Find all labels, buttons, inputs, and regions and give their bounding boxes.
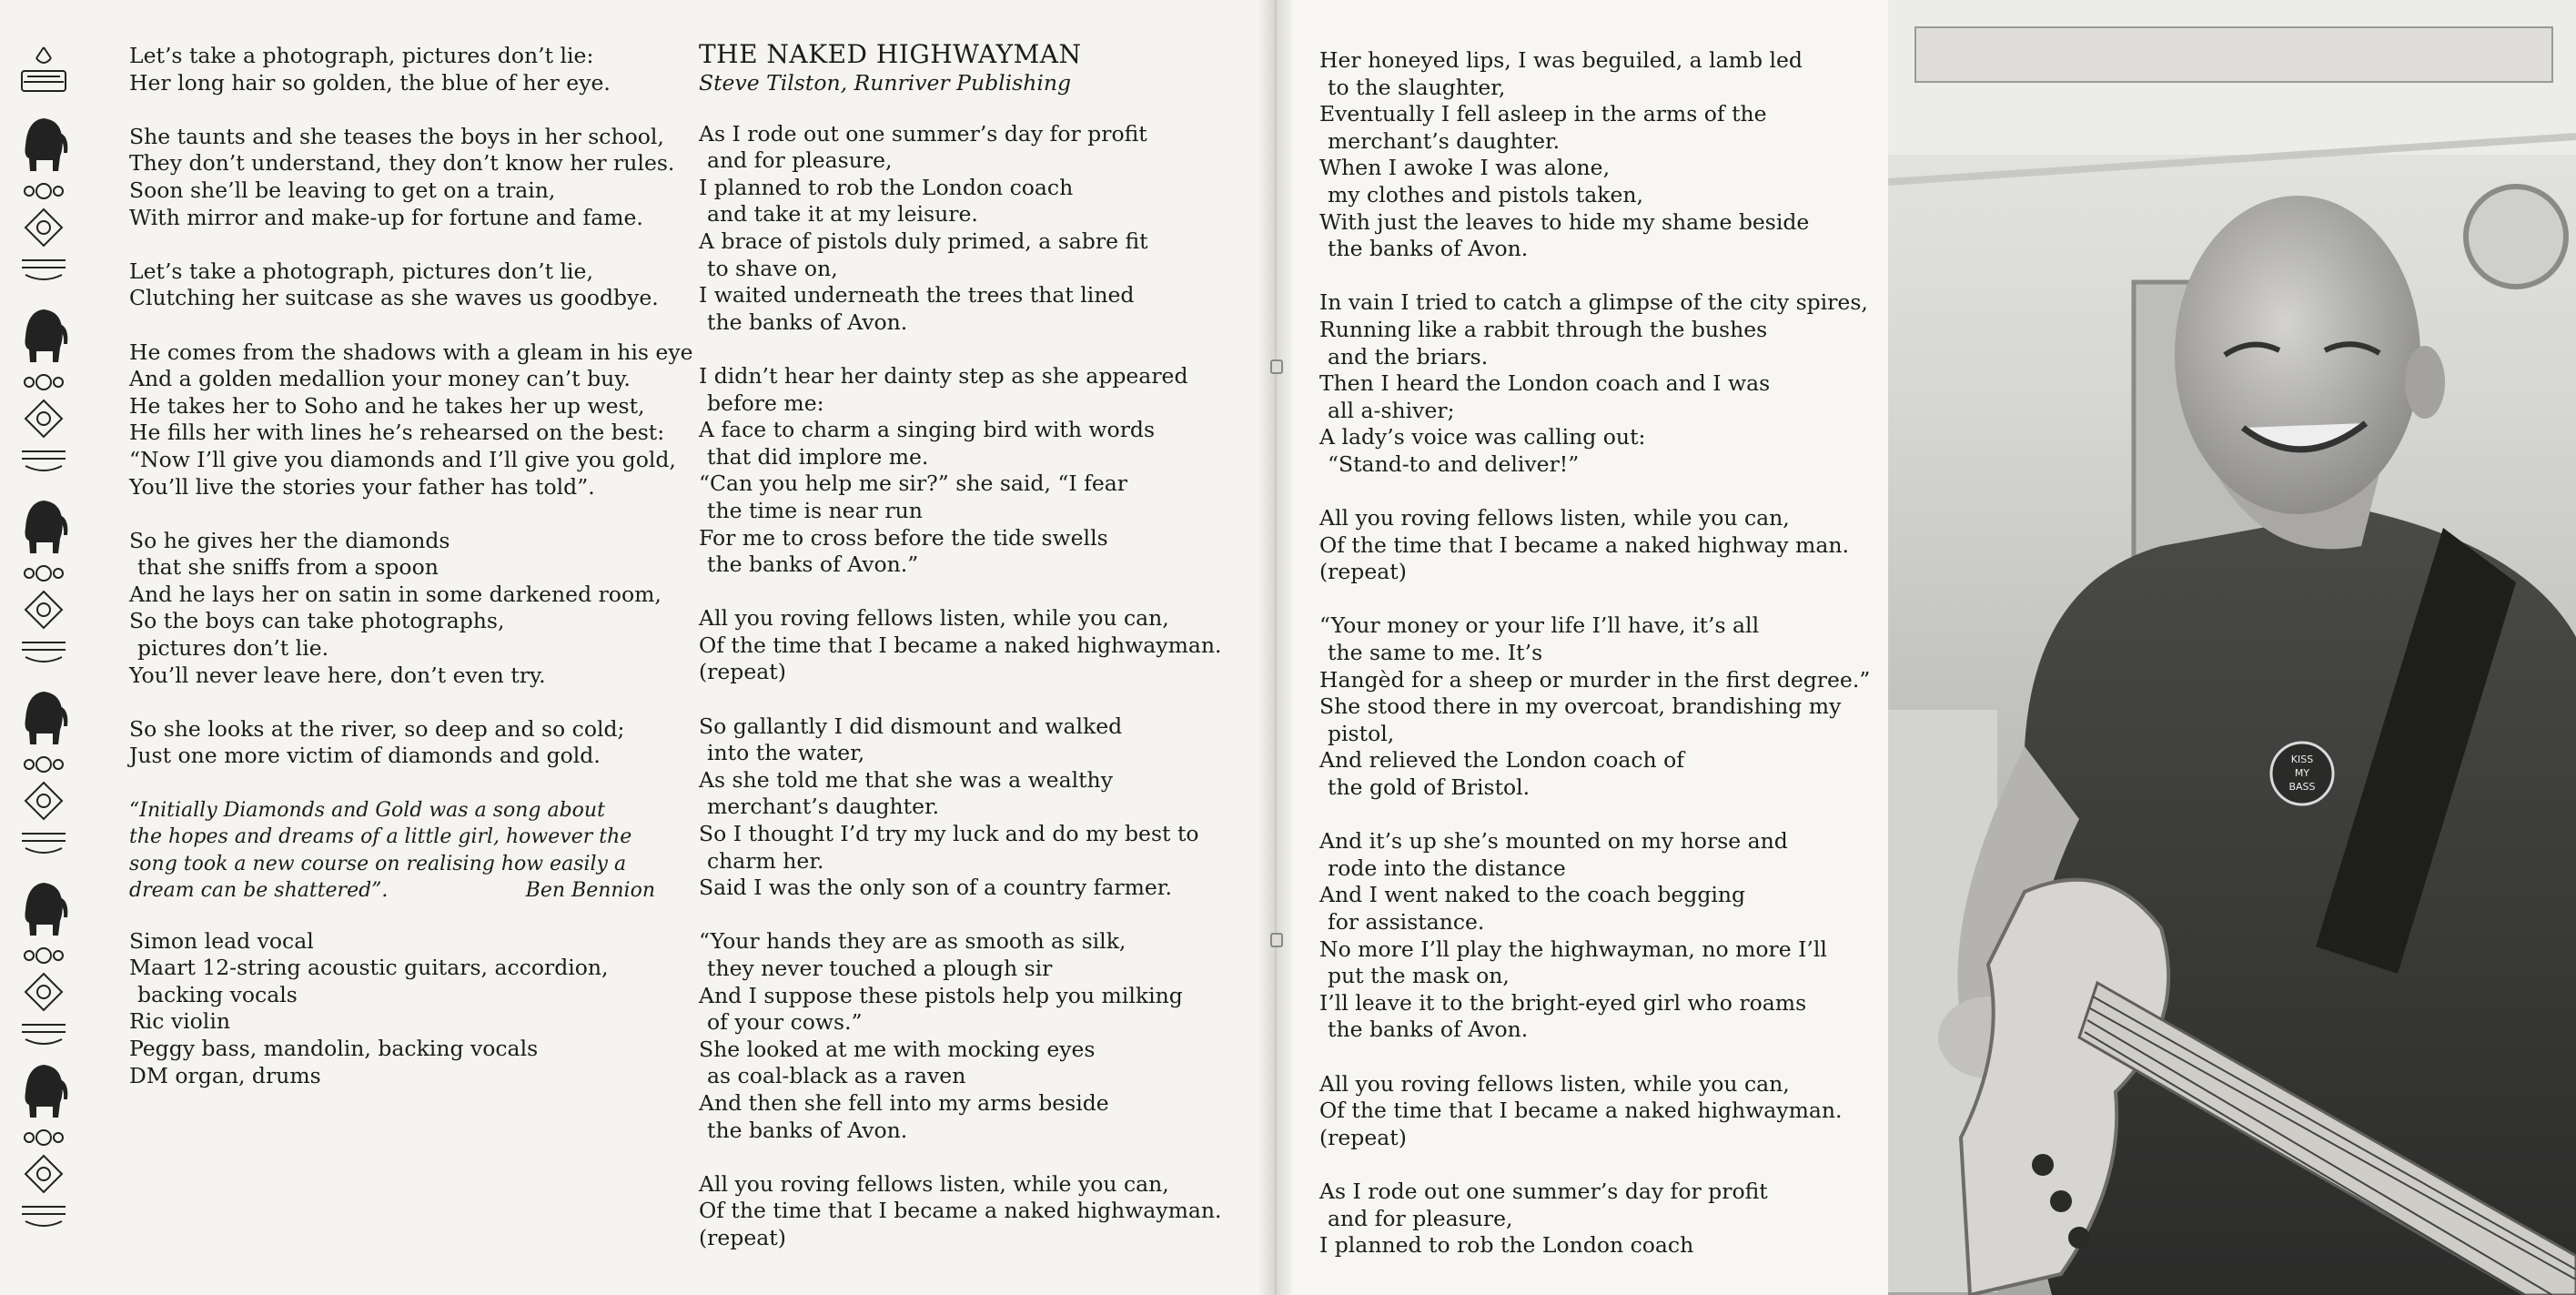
lyric-line: I’ll leave it to the bright-eyed girl who roams <box>1319 989 1807 1016</box>
lyric-line: pistol, <box>1328 720 1395 746</box>
lyric-line: She taunts and she teases the boys in her school, <box>129 123 664 149</box>
chorus <box>1319 1071 1865 1152</box>
lyric-line: Then I heard the London coach and I was <box>1319 370 1771 397</box>
lyric-line: For me to cross before the tide swells <box>699 524 1108 551</box>
lyric-line: I waited underneath the trees that lined <box>699 282 1135 309</box>
lyric-line: and for pleasure, <box>1328 1205 1513 1231</box>
stanza <box>129 339 693 501</box>
lyric-line: Hangèd for a sheep or murder in the first degree.” <box>1319 666 1871 693</box>
badge-text: MY <box>2294 767 2310 779</box>
lyric-line: rode into the distance <box>1328 855 1566 881</box>
lyric-line: the banks of Avon. <box>1328 236 1529 262</box>
lyric-line: As I rode out one summer’s day for profit <box>1319 1178 1768 1204</box>
lyric-line: “Your hands they are as smooth as silk, <box>699 928 1126 955</box>
musician-role: bass, mandolin, backing vocals <box>201 1035 539 1061</box>
lyric-line: And then she fell into my arms beside <box>699 1089 1109 1116</box>
lyric-line: Her long hair so golden, the blue of her eye. <box>129 69 611 96</box>
lyric-line: And I suppose these pistols help you milking <box>699 982 1183 1008</box>
stanza <box>1319 828 1865 1044</box>
lyric-line: All you roving fellows listen, while you can, <box>1319 505 1790 531</box>
lyric-line: Of the time that I became a naked highwayman. <box>699 632 1222 658</box>
lyric-line: So he gives her the diamonds <box>129 527 450 553</box>
kiss-my-bass-badge <box>2271 743 2333 804</box>
credit-row <box>129 928 675 956</box>
lyric-line: All you roving fellows listen, while you can, <box>699 1170 1169 1197</box>
lyric-line: Said I was the only son of a country farmer. <box>699 875 1172 901</box>
lyric-line: that did implore me. <box>707 443 929 470</box>
musician-role: 12-string acoustic guitars, accordion, <box>202 955 609 981</box>
lyric-line: Running like a rabbit through the bushes <box>1319 316 1768 342</box>
elephant-border-icon <box>16 46 71 1238</box>
badge-text: KISS <box>2290 754 2314 765</box>
lyric-line: So I thought I’d try my luck and do my best to <box>699 821 1199 847</box>
credit-row <box>129 1036 675 1063</box>
lyric-line: As she told me that she was a wealthy <box>699 766 1113 793</box>
stanza <box>699 928 1245 1144</box>
lyric-line: that she sniffs from a spoon <box>137 554 439 581</box>
quote-last-line <box>129 877 655 905</box>
chorus <box>699 605 1245 686</box>
lyric-line: They don’t understand, they don’t know her rules. <box>129 150 675 177</box>
musician-role: backing vocals <box>137 981 298 1007</box>
lyric-line: Just one more victim of diamonds and gold. <box>129 743 601 769</box>
lyric-line: (repeat) <box>699 659 786 685</box>
lyric-line: Of the time that I became a naked highway man. <box>1319 531 1849 558</box>
stanza <box>1319 1179 1865 1260</box>
lyric-line: my clothes and pistols taken, <box>1328 181 1643 207</box>
lyric-line: charm her. <box>707 847 824 874</box>
stanza <box>129 716 675 770</box>
lyric-line: So gallantly I did dismount and walked <box>699 713 1123 739</box>
lyric-line: the same to me. It’s <box>1328 640 1543 666</box>
musician-name: Simon <box>129 927 198 954</box>
lyric-line: the banks of Avon. <box>707 1117 908 1143</box>
lyric-line: Clutching her suitcase as she waves us goodbye. <box>129 285 659 311</box>
musician-name: DM <box>129 1062 168 1088</box>
lyric-line: before me: <box>707 390 824 416</box>
lyric-line: All you roving fellows listen, while you can, <box>699 605 1169 632</box>
credit-row <box>129 982 675 1009</box>
naked-highwayman-lyrics-part-1 <box>699 121 1245 1252</box>
staple-bottom <box>1270 933 1283 947</box>
lyric-line: A brace of pistols duly primed, a sabre fit <box>699 228 1148 254</box>
lyrics-column-3 <box>1319 47 1871 1286</box>
lyric-line: and take it at my leisure. <box>707 201 978 228</box>
lyric-line: As I rode out one summer’s day for profit <box>699 120 1147 147</box>
lyric-line: All you roving fellows listen, while you can, <box>1319 1070 1790 1097</box>
song-note-quote <box>129 797 675 905</box>
lyric-line: She looked at me with mocking eyes <box>699 1036 1096 1062</box>
musician-name: Ric <box>129 1008 165 1035</box>
stanza <box>1319 47 1865 263</box>
lyric-line: Let’s take a photograph, pictures don’t lie: <box>129 43 594 68</box>
lyric-line: He fills her with lines he’s rehearsed on the best: <box>129 420 665 446</box>
lyric-line: the banks of Avon. <box>707 309 908 335</box>
lyric-line: And it’s up she’s mounted on my horse and <box>1319 828 1788 855</box>
lyric-line: (repeat) <box>1319 559 1407 585</box>
lyric-line: With mirror and make-up for fortune and fame. <box>129 204 643 230</box>
quote-line: “Initially Diamonds and Gold was a song about <box>129 798 605 822</box>
lyric-line: Let’s take a photograph, pictures don’t lie, <box>129 258 593 284</box>
lyric-line: He comes from the shadows with a gleam in his eye <box>129 339 693 365</box>
lyric-line: (repeat) <box>1319 1124 1407 1150</box>
lyric-line: No more I’ll play the highwayman, no more I’ll <box>1319 936 1827 962</box>
lyric-line: And I went naked to the coach begging <box>1319 882 1746 908</box>
lyric-line: into the water, <box>707 740 865 766</box>
lyric-line: the banks of Avon. <box>1328 1017 1529 1043</box>
lyric-line: Of the time that I became a naked highwayman. <box>1319 1098 1843 1124</box>
credit-row <box>129 1063 675 1090</box>
lyric-line: “Your money or your life I’ll have, it’s all <box>1319 612 1760 639</box>
lyric-line: A lady’s voice was calling out: <box>1319 424 1646 450</box>
lyric-line: as coal-black as a raven <box>707 1063 966 1089</box>
musician-credits <box>129 928 675 1090</box>
lyric-line: all a-shiver; <box>1328 397 1455 423</box>
stanza <box>129 528 675 690</box>
lyric-line: merchant’s daughter. <box>707 794 940 820</box>
lyric-line: and the briars. <box>1328 343 1489 369</box>
lyric-line: I planned to rob the London coach <box>1319 1232 1694 1259</box>
lyric-line: Eventually I fell asleep in the arms of the <box>1319 101 1767 127</box>
lyric-line: (repeat) <box>699 1224 786 1250</box>
stanza <box>699 363 1245 579</box>
lyrics-column-1 <box>129 43 693 1089</box>
lyric-line: the gold of Bristol. <box>1328 774 1530 801</box>
lyric-line: “Now I’ll give you diamonds and I’ll give you gold, <box>129 446 676 472</box>
lyric-line: put the mask on, <box>1328 963 1510 989</box>
lyric-line: to the slaughter, <box>1328 74 1506 100</box>
lyric-line: “Stand-to and deliver!” <box>1328 450 1580 477</box>
elephant-border-decoration <box>16 46 71 1238</box>
stanza <box>699 713 1245 902</box>
lyric-line: “Can you help me sir?” she said, “I fear <box>699 470 1128 497</box>
lyric-line: So the boys can take photographs, <box>129 608 505 634</box>
diamonds-and-gold-lyrics <box>129 43 693 770</box>
quote-line: song took a new course on realising how easily a <box>129 852 627 875</box>
lyric-line: pictures don’t lie. <box>137 635 329 662</box>
staple-top <box>1270 359 1283 374</box>
lyric-line: A face to charm a singing bird with words <box>699 417 1156 443</box>
song-title: THE NAKED HIGHWAYMAN <box>699 39 1082 69</box>
chorus <box>699 1171 1245 1252</box>
quote-line: the hopes and dreams of a little girl, however the <box>129 825 632 849</box>
chorus <box>1319 505 1865 586</box>
lyric-line: In vain I tried to catch a glimpse of the city spires, <box>1319 289 1868 316</box>
lyric-line: I planned to rob the London coach <box>699 174 1074 200</box>
musician-role: violin <box>170 1008 230 1035</box>
stanza <box>129 258 675 312</box>
lyrics-column-2 <box>699 39 1245 1279</box>
lyric-line: You’ll live the stories your father has told”. <box>129 473 595 500</box>
stanza <box>129 43 675 96</box>
quote-line: dream can be shattered”. <box>129 879 389 903</box>
lyric-line: of your cows.” <box>707 1009 863 1036</box>
lyric-line: She stood there in my overcoat, brandishing my <box>1319 693 1842 720</box>
credit-row <box>129 1008 675 1036</box>
lyric-line: to shave on, <box>707 255 838 281</box>
lyric-line: the time is near run <box>707 497 923 523</box>
quote-author: Ben Bennion <box>525 879 655 903</box>
booklet-spine <box>1259 0 1292 1295</box>
lyric-line: He takes her to Soho and he takes her up west, <box>129 392 645 419</box>
lyric-line: So she looks at the river, so deep and so cold; <box>129 715 625 742</box>
stanza <box>129 124 675 231</box>
stanza <box>1319 289 1868 478</box>
musician-role: organ, drums <box>175 1062 321 1088</box>
lyric-line: When I awoke I was alone, <box>1319 155 1611 181</box>
lyric-line: And he lays her on satin in some darkened room, <box>129 581 662 607</box>
lyric-line: merchant’s daughter. <box>1328 127 1561 154</box>
lyric-line: And relieved the London coach of <box>1319 747 1684 774</box>
stanza <box>1319 612 1871 801</box>
musician-name: Maart <box>129 955 196 981</box>
lyric-line: You’ll never leave here, don’t even try. <box>129 662 546 688</box>
musician-role: lead vocal <box>204 927 314 954</box>
lyric-line: I didn’t hear her dainty step as she appeared <box>699 362 1188 389</box>
credit-row <box>129 955 675 982</box>
lyric-line: Of the time that I became a naked highwayman. <box>699 1198 1222 1224</box>
lyric-line: the banks of Avon.” <box>707 551 919 578</box>
stanza <box>699 121 1245 337</box>
song-writer-credit: Steve Tilston, Runriver Publishing <box>699 70 1072 96</box>
badge-text: BASS <box>2288 781 2316 793</box>
bass-player-photo <box>1888 0 2576 1295</box>
lyric-line: they never touched a plough sir <box>707 956 1053 981</box>
musician-name: Peggy <box>129 1035 196 1061</box>
musician-illustration <box>1888 0 2576 1295</box>
lyric-line: Her honeyed lips, I was beguiled, a lamb led <box>1319 47 1803 73</box>
lyric-line: for assistance. <box>1328 909 1485 935</box>
lyric-line: Soon she’ll be leaving to get on a train, <box>129 177 556 203</box>
lyric-line: With just the leaves to hide my shame beside <box>1319 208 1810 235</box>
lyric-line: and for pleasure, <box>707 147 893 174</box>
lyric-line: And a golden medallion your money can’t buy. <box>129 366 631 392</box>
